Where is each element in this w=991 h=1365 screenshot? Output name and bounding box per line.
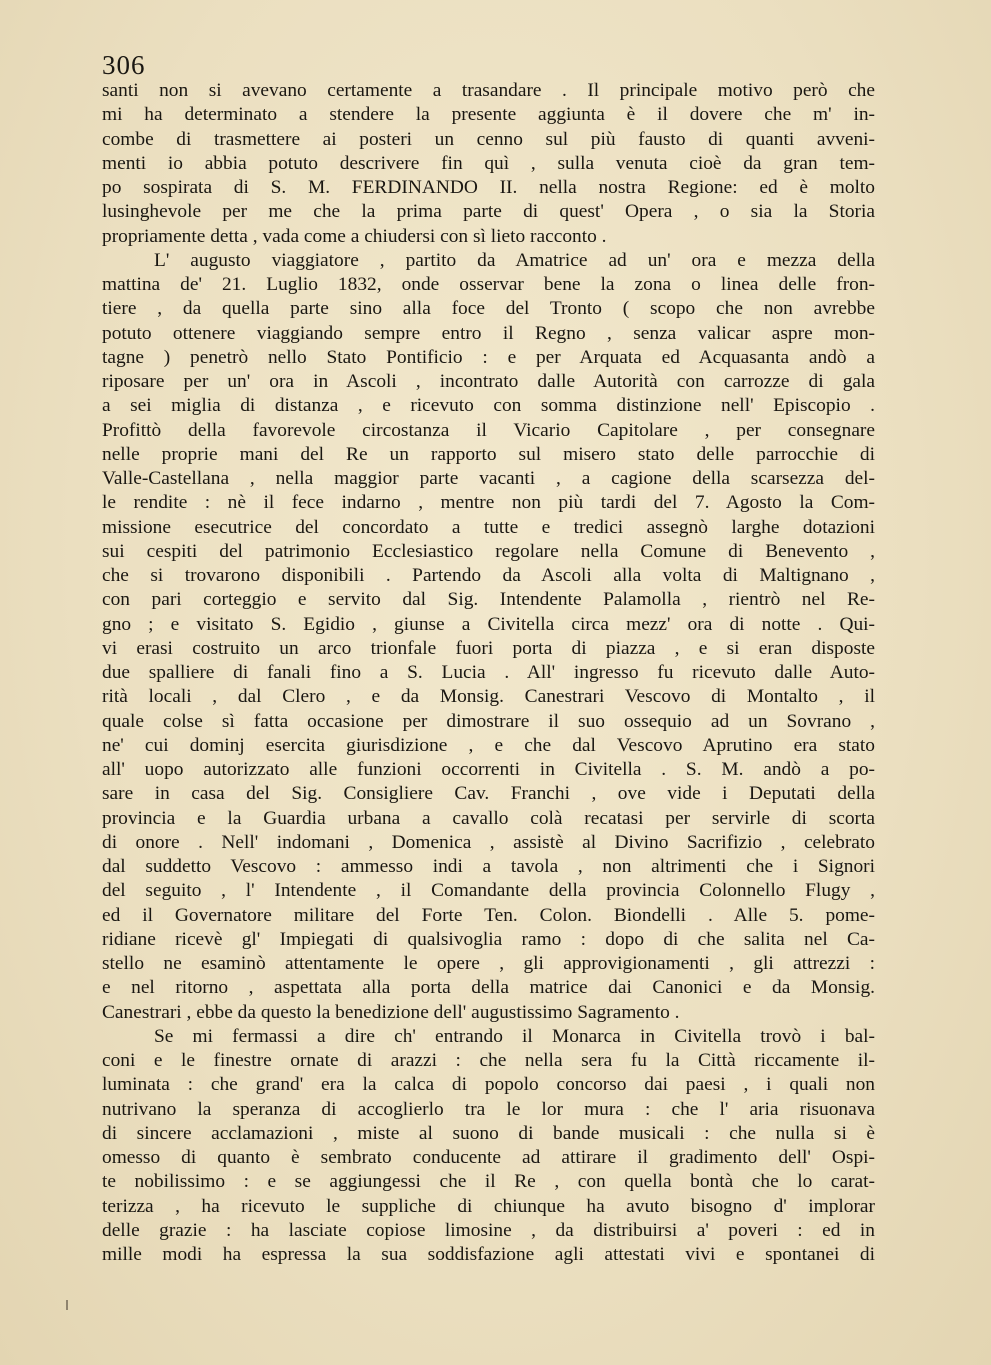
text-line: gno ; e visitato S. Egidio , giunse a Civitella circa mezz' ora di notte . Qui- (102, 613, 875, 635)
text-line: combe di trasmettere ai posteri un cenno sul più fausto di quanti avveni- (102, 128, 875, 150)
text-line: tagne ) penetrò nello Stato Pontificio : e per Arquata ed Acquasanta andò a (102, 346, 875, 368)
text-line: all' uopo autorizzato alle funzioni occorrenti in Civitella . S. M. andò a po- (102, 759, 875, 780)
text-line: po sospirata di S. M. FERDINANDO II. nella nostra Regione: ed è molto (102, 177, 875, 198)
text-line: sui cespiti del patrimonio Ecclesiastico regolare nella Comune di Benevento , (102, 540, 875, 562)
text-line: provincia e la Guardia urbana a cavallo colà recatasi per servirle di scorta (102, 807, 875, 829)
paragraph-start-line: L' augusto viaggiatore , partito da Amatrice ad un' ora e mezza della (154, 249, 875, 271)
text-line: sare in casa del Sig. Consigliere Cav. Franchi , ove vide i Deputati della (102, 783, 875, 805)
text-line: nelle proprie mani del Re un rapporto sul misero stato delle parrocchie di (102, 443, 875, 465)
text-line: ridiane ricevè gl' Impiegati di qualsivoglia ramo : dopo di che salita nel Ca- (102, 928, 875, 950)
body-text (102, 79, 875, 1267)
text-line: di onore . Nell' indomani , Domenica , assistè al Divino Sacrifizio , celebrato (102, 831, 875, 853)
text-line: mille modi ha espressa la sua soddisfazione agli attestati vivi e spontanei di (102, 1244, 875, 1265)
text-line: e nel ritorno , aspettata alla porta della matrice dai Canonici e da Monsig. (102, 977, 875, 999)
text-line: potuto ottenere viaggiando sempre entro il Regno , senza valicar aspre mon- (102, 322, 875, 344)
text-line: menti io abbia potuto descrivere fin quì , sulla venuta cioè da gran tem- (102, 152, 875, 174)
text-line: luminata : che grand' era la calca di popolo concorso dai paesi , i quali non (102, 1074, 875, 1096)
text-line: con pari corteggio e servito dal Sig. Intendente Palamolla , rientrò nel Re- (102, 589, 875, 611)
text-line: delle grazie : ha lasciate copiose limosine , da distribuirsi a' poveri : ed in (102, 1219, 875, 1241)
text-line: mattina de' 21. Luglio 1832, onde osservar bene la zona o linea delle fron- (102, 274, 875, 295)
text-line: ne' cui dominj esercita giurisdizione , e che dal Vescovo Aprutino era stato (102, 734, 875, 756)
text-line: propriamente detta , vada come a chiudersi con sì lieto racconto . (102, 225, 607, 247)
text-line: lusinghevole per me che la prima parte di quest' Opera , o sia la Storia (102, 201, 875, 223)
text-line: riposare per un' ora in Ascoli , incontrato dalle Autorità con carrozze di gala (102, 371, 875, 392)
page-number: 306 (102, 50, 146, 80)
text-line: terizza , ha ricevuto le suppliche di chiunque ha avuto bisogno d' implorar (102, 1195, 875, 1217)
text-line: stello ne esaminò attentamente le opere , gli approvigionamenti , gli attrezzi : (102, 953, 875, 974)
text-line: a sei miglia di distanza , e ricevuto con somma distinzione nell' Episcopio . (102, 395, 875, 417)
text-line: le rendite : nè il fece indarno , mentre non più tardi del 7. Agosto la Com- (102, 492, 875, 514)
paragraph-start-line: Se mi fermassi a dire ch' entrando il Monarca in Civitella trovò i bal- (154, 1025, 875, 1047)
text-line: di sincere acclamazioni , miste al suono di bande musicali : che nulla si è (102, 1122, 875, 1144)
text-line: rità locali , dal Clero , e da Monsig. Canestrari Vescovo di Montalto , il (102, 686, 875, 708)
text-line: te nobilissimo : e se aggiungessi che il Re , con quella bontà che lo carat- (102, 1171, 875, 1193)
text-line: nutrivano la speranza di accoglierlo tra le lor mura : che l' aria risuonava (102, 1098, 875, 1120)
text-line: del seguito , l' Intendente , il Comandante della provincia Colonnello Flugy , (102, 880, 875, 902)
text-line: Canestrari , ebbe da questo la benedizione dell' augustissimo Sagramento . (102, 1001, 680, 1023)
text-line: quale colse sì fatta occasione per dimostrare il suo ossequio ad un Sovrano , (102, 710, 875, 732)
text-line: tiere , da quella parte sino alla foce del Tronto ( scopo che non avrebbe (102, 298, 875, 320)
text-line: due spalliere di fanali fino a S. Lucia . All' ingresso fu ricevuto dalle Auto- (102, 662, 875, 683)
margin-mark (66, 1300, 68, 1310)
text-line: omesso di quanto è sembrato conducente ad attirare il gradimento dell' Ospi- (102, 1147, 875, 1168)
text-line: Profittò della favorevole circostanza il Vicario Capitolare , per consegnare (102, 419, 875, 441)
text-line: dal suddetto Vescovo : ammesso indi a tavola , non altrimenti che i Signori (102, 856, 875, 877)
text-line: santi non si avevano certamente a trasandare . Il principale motivo però che (102, 80, 875, 101)
text-line: che si trovarono disponibili . Partendo da Ascoli alla volta di Maltignano , (102, 565, 875, 586)
text-line: coni e le finestre ornate di arazzi : che nella sera fu la Città riccamente il- (102, 1050, 875, 1071)
text-line: Valle-Castellana , nella maggior parte vacanti , a cagione della scarsezza del- (102, 468, 875, 489)
text-line: missione esecutrice del concordato a tutte e tredici assegnò larghe dotazioni (102, 516, 875, 538)
text-line: mi ha determinato a stendere la presente aggiunta è il dovere che m' in- (102, 104, 875, 126)
text-line: vi erasi costruito un arco trionfale fuori porta di piazza , e si eran disposte (102, 637, 875, 659)
text-line: ed il Governatore militare del Forte Ten. Colon. Biondelli . Alle 5. pome- (102, 904, 875, 926)
